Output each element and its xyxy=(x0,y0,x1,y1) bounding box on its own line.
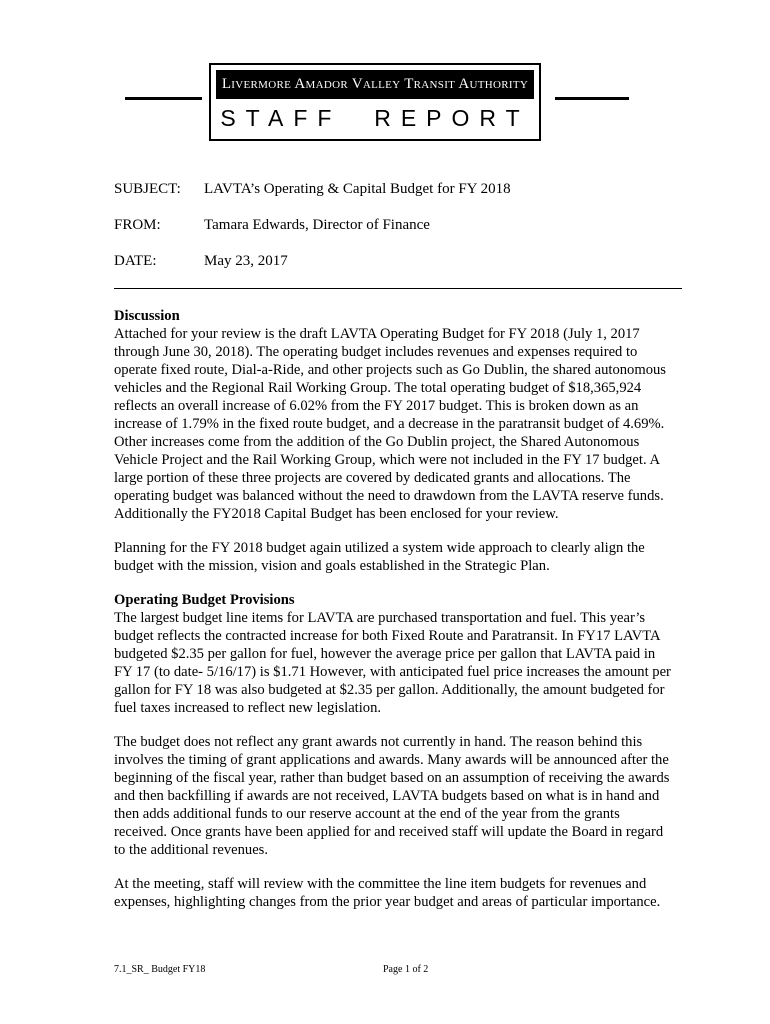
provisions-paragraph-2: The budget does not reflect any grant awards not currently in hand. The reason behind this involves the timing of grant applications and awards. Many awards will be announced after the beginning of the fiscal year, rather than budget based on an assumption of receiving the awards and then backfilling if awards are not received, LAVTA budgets based on what is in hand and then adds additional funds to our reserve account at the end of the year from the grants received. Once grants have been applied for and received staff will update the Board in regard to the additional revenues. xyxy=(114,734,670,858)
subject-label: SUBJECT: xyxy=(114,181,181,197)
footer-file-ref: 7.1_SR_ Budget FY18 xyxy=(114,964,206,975)
provisions-paragraph-3: At the meeting, staff will review with the committee the line item budgets for revenues and expenses, highlighting changes from the prior year budget and areas of particular importance. xyxy=(114,876,661,910)
discussion-paragraph-2: Planning for the FY 2018 budget again utilized a system wide approach to clearly align the budget with the mission, vision and goals established in the Strategic Plan. xyxy=(114,540,645,574)
provisions-heading: Operating Budget Provisions xyxy=(114,592,295,608)
from-label: FROM: xyxy=(114,217,161,233)
discussion-heading: Discussion xyxy=(114,308,180,324)
org-name-band: Livermore Amador Valley Transit Authority xyxy=(216,70,534,99)
discussion-paragraph-1: Attached for your review is the draft LAVTA Operating Budget for FY 2018 (July 1, 2017 through June 30, 2018). The operating budget includes revenues and expenses required to operate fixed route, Dial-a-Ride, and other projects such as Go Dublin, the shared autonomous vehicles and the Regional Rail Working Group. The total operating budget of $18,365,924 reflects an overall increase of 6.02% from the FY 2017 budget. This is broken down as an increase of 1.79% in the fixed route budget, and a decrease in the paratransit budget of 4.69%. Other increases come from the addition of the Go Dublin project, the Shared Autonomous Vehicle Project and the Rail Working Group, which were not included in the FY 17 budget. A large portion of these three projects are covered by dedicated grants and allocations. The operating budget was balanced without the need to drawdown from the LAVTA reserve funds. Additionally the FY2018 Capital Budget has been enclosed for your review. xyxy=(114,326,666,522)
subject-value: LAVTA’s Operating & Capital Budget for FY 2018 xyxy=(204,181,511,197)
date-value: May 23, 2017 xyxy=(204,253,288,269)
from-value: Tamara Edwards, Director of Finance xyxy=(204,217,430,233)
header-rule-right xyxy=(555,97,629,100)
staff-report-logo xyxy=(209,63,541,141)
date-label: DATE: xyxy=(114,253,157,269)
header-rule-left xyxy=(125,97,202,100)
provisions-paragraph-1: The largest budget line items for LAVTA are purchased transportation and fuel. This year’s budget reflects the contracted increase for both Fixed Route and Paratransit. In FY17 LAVTA budgeted $2.35 per gallon for fuel, however the average price per gallon that LAVTA paid in FY 17 (to date- 5/16/17) is $1.71 However, with anticipated fuel price increases the amount per gallon for FY 18 was also budgeted at $2.35 per gallon. Additionally, the amount budgeted for fuel taxes increased to reflect new legislation. xyxy=(114,610,671,716)
report-title: STAFF REPORT xyxy=(220,105,530,131)
section-divider xyxy=(114,288,682,289)
footer-page-number: Page 1 of 2 xyxy=(383,964,429,975)
report-body xyxy=(114,307,674,927)
